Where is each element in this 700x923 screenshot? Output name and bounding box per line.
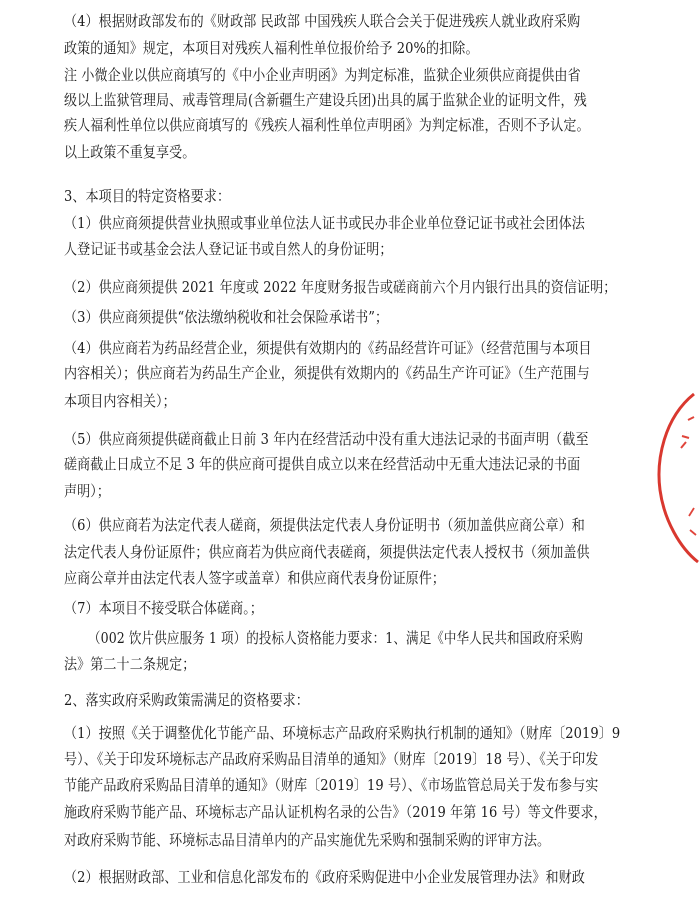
text-line: （6）供应商若为法定代表人磋商，须提供法定代表人身份证明书（须加盖供应商公章）和 bbox=[64, 517, 585, 534]
text-line: （4）供应商若为药品经营企业，须提供有效期内的《药品经营许可证》（经营范围与本项目 bbox=[64, 340, 592, 357]
text-line: 法》第二十二条规定； bbox=[64, 656, 196, 673]
text-line: （1）供应商须提供营业执照或事业单位法人证书或民办非企业单位登记证书或社会团体法 bbox=[64, 215, 585, 232]
red-seal-stamp-icon bbox=[650, 390, 700, 570]
text-line: 声明）； bbox=[64, 483, 111, 500]
text-line: 本项目内容相关）； bbox=[64, 393, 176, 410]
text-line: （7）本项目不接受联合体磋商。； bbox=[64, 600, 263, 617]
text-line: 磋商截止日成立不足 3 年的供应商可提供自成立以来在经营活动中无重大违法记录的书面 bbox=[64, 456, 581, 473]
text-line: 对政府采购节能、环境标志品目清单内的产品实施优先采购和强制采购的评审方法。 bbox=[64, 832, 551, 849]
text-line: 节能产品政府采购品目清单的通知》（财库〔2019〕19 号）、《市场监管总局关于发布参与实 bbox=[64, 777, 599, 794]
text-line: （2）供应商须提供 2021 年度或 2022 年度财务报告或磋商前六个月内银行出具的资信证明； bbox=[64, 279, 617, 296]
text-line: 施政府采购节能产品、环境标志产品认证机构名录的公告》（2019 年第 16 号）等文件要求， bbox=[64, 804, 607, 821]
text-line: 以上政策不重复享受。 bbox=[64, 144, 196, 161]
text-line: 法定代表人身份证原件；供应商若为供应商代表磋商，须提供法定代表人授权书（须加盖供 bbox=[64, 544, 590, 561]
text-line: （4）根据财政部发布的《财政部 民政部 中国残疾人联合会关于促进残疾人就业政府采购 bbox=[64, 13, 581, 30]
text-line: 政策的通知》规定，本项目对残疾人福利性单位报价给予 20%的扣除。 bbox=[64, 40, 479, 57]
text-line: （1）按照《关于调整优化节能产品、环境标志产品政府采购执行机制的通知》（财库〔2019〕9 bbox=[64, 725, 621, 742]
text-line: 注 小微企业以供应商填写的《中小企业声明函》为判定标准，监狱企业须供应商提供由省 bbox=[64, 67, 581, 84]
text-line: （3）供应商须提供“依法缴纳税收和社会保险承诺书”； bbox=[64, 309, 389, 326]
text-line: 疾人福利性单位以供应商填写的《残疾人福利性单位声明函》为判定标准，否则不予认定。 bbox=[64, 117, 590, 134]
text-line: 3、本项目的特定资格要求： bbox=[64, 188, 231, 205]
text-line: （002 饮片供应服务 1 项）的投标人资格能力要求：1、满足《中华人民共和国政府采购 bbox=[88, 630, 583, 647]
text-line: （5）供应商须提供磋商截止日前 3 年内在经营活动中没有重大违法记录的书面声明（截至 bbox=[64, 431, 589, 448]
text-line: （2）根据财政部、工业和信息化部发布的《政府采购促进中小企业发展管理办法》和财政 bbox=[64, 869, 585, 886]
text-line: 人登记证书或基金会法人登记证书或自然人的身份证明； bbox=[64, 241, 393, 258]
text-line: 级以上监狱管理局、戒毒管理局(含新疆生产建设兵团)出具的属于监狱企业的证明文件，残 bbox=[64, 92, 587, 109]
text-line: 应商公章并由法定代表人签字或盖章）和供应商代表身份证原件； bbox=[64, 570, 446, 587]
text-line: 内容相关）；供应商若为药品生产企业，须提供有效期内的《药品生产许可证》（生产范围与 bbox=[64, 365, 590, 382]
text-line: 2、落实政府采购政策需满足的资格要求： bbox=[64, 692, 309, 709]
text-line: 号）、《关于印发环境标志产品政府采购品目清单的通知》（财库〔2019〕18 号）、《关于印发 bbox=[64, 751, 599, 768]
